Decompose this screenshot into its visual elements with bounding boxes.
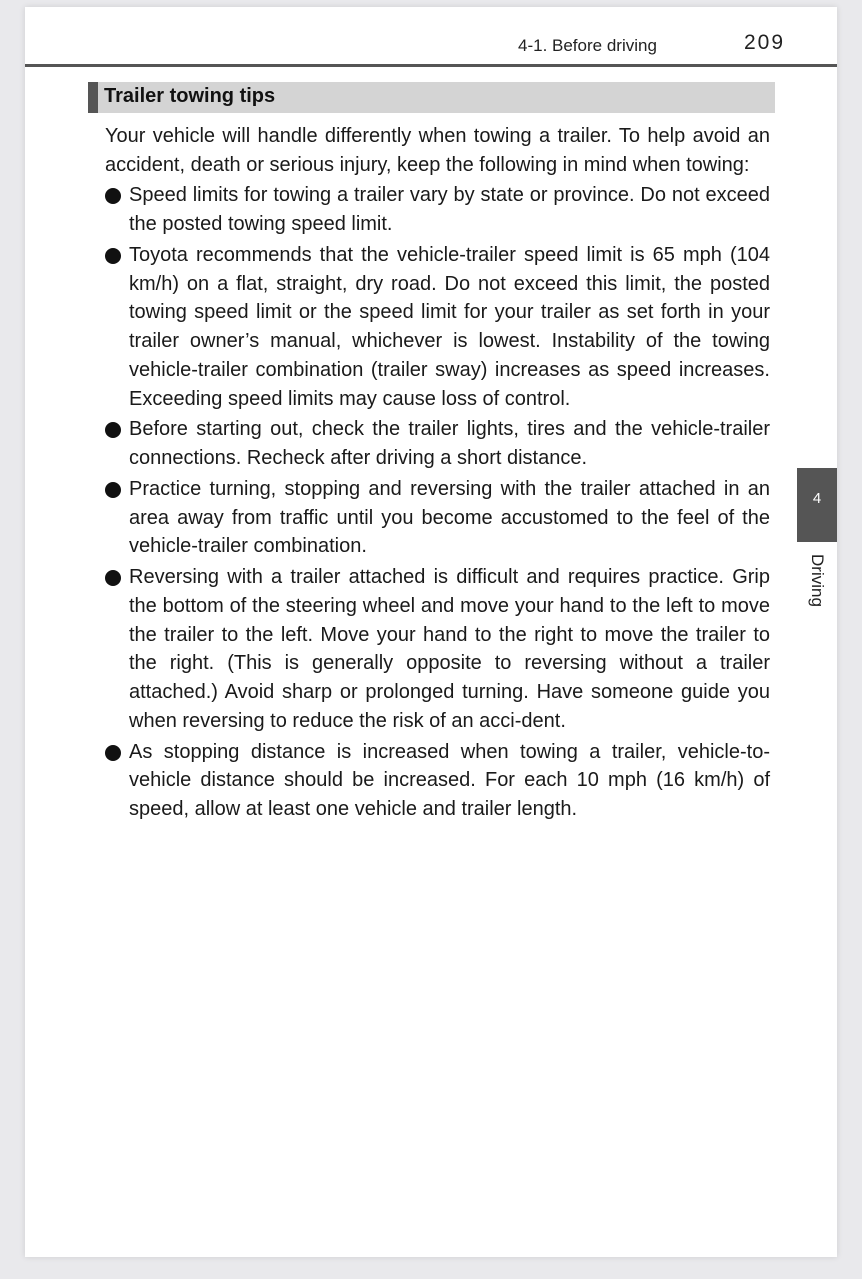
bullet-icon xyxy=(105,248,121,264)
list-item xyxy=(105,738,770,824)
body-content xyxy=(105,122,770,824)
intro-paragraph: Your vehicle will handle differently when towing a trailer. To help avoid an accident, death or serious injury, keep the following in mind when towing: xyxy=(105,125,770,176)
chapter-tab-label: Driving xyxy=(808,554,827,607)
chapter-tab xyxy=(797,468,837,542)
list-item xyxy=(105,415,770,473)
header-section-title: 4-1. Before driving xyxy=(518,36,657,55)
bullet-icon xyxy=(105,570,121,586)
list-item-text: Practice turning, stopping and reversing with the trailer attached in an area away from traffic until you become accustomed to the feel of the vehicle-trailer combination. xyxy=(129,477,770,558)
bullet-icon xyxy=(105,422,121,438)
list-item xyxy=(105,563,770,736)
section-heading xyxy=(88,82,775,113)
list-item-text: Before starting out, check the trailer lights, tires and the vehicle-trailer connections. Recheck after driving a short distance. xyxy=(129,418,770,470)
list-item xyxy=(105,181,770,239)
list-item-text: Toyota recommends that the vehicle-trailer speed limit is 65 mph (104 km/h) on a flat, straight, dry road. Do not exceed this limit, the posted towing speed limit or the speed limit for your trailer as set forth in your trailer owner’s manual, whichever is lowest. Instability of the towing vehicle-trailer combination (trailer sway) increases as speed increases. Exceeding speed limits may cause loss of control. xyxy=(129,243,770,410)
list-item xyxy=(105,241,770,414)
header-divider xyxy=(25,64,837,67)
list-item-text: Reversing with a trailer attached is difficult and requires practice. Grip the bottom of the steering wheel and move your hand to the left to move the trailer to the left. Move your hand to the right to move the trailer to the right. (This is generally opposite to reversing without a trailer attached.) Avoid sharp or prolonged turning. Have someone guide you when reversing to reduce the risk of an acci-dent. xyxy=(129,565,770,732)
list-item-text: As stopping distance is increased when towing a trailer, vehicle-to-vehicle distance should be increased. For each 10 mph (16 km/h) of speed, allow at least one vehicle and trailer length. xyxy=(129,740,770,821)
heading-accent-bar xyxy=(88,82,98,113)
page-number: 209 xyxy=(744,31,786,54)
section-title: Trailer towing tips xyxy=(104,85,276,107)
bullet-icon xyxy=(105,745,121,761)
chapter-tab-number: 4 xyxy=(812,490,822,507)
list-item xyxy=(105,475,770,561)
list-item-text: Speed limits for towing a trailer vary by state or province. Do not exceed the posted towing speed limit. xyxy=(129,184,770,236)
bullet-icon xyxy=(105,188,121,204)
bullet-icon xyxy=(105,482,121,498)
tips-list xyxy=(105,181,770,824)
